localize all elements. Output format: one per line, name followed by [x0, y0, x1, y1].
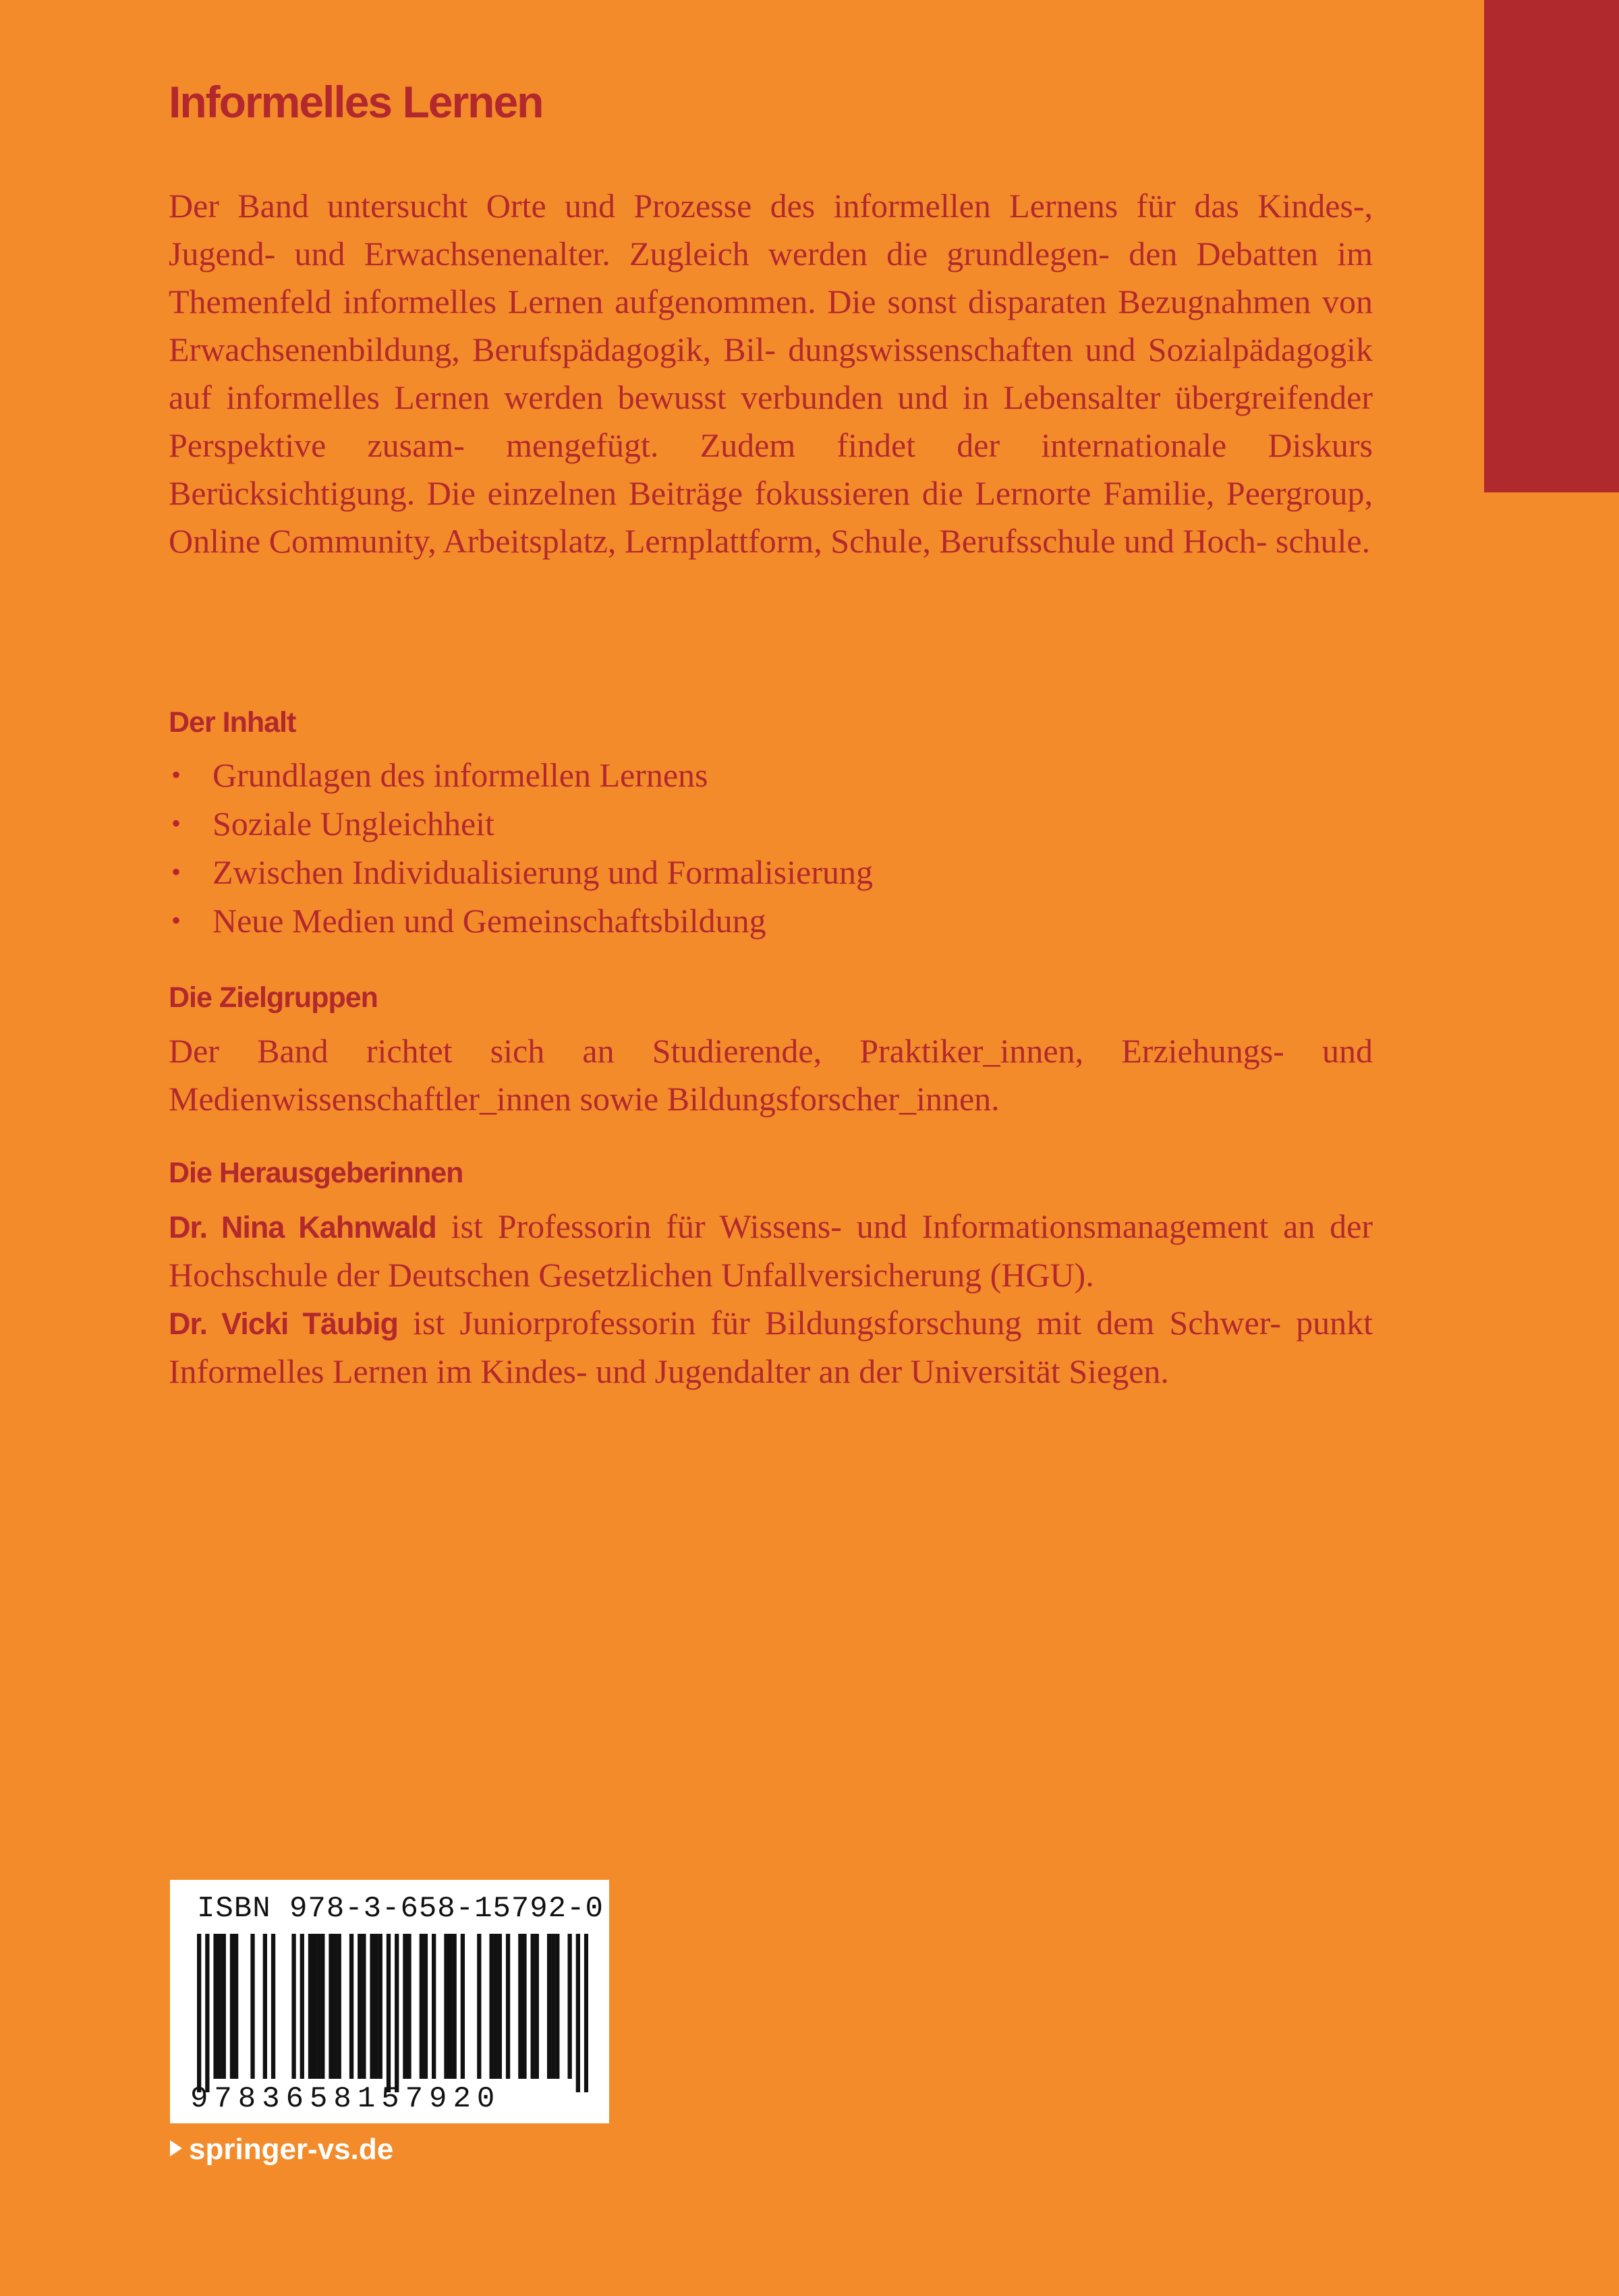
barcode-bar: [444, 1934, 448, 2079]
intro-paragraph: [169, 182, 1373, 565]
list-item-label: Grundlagen des informellen Lernens: [212, 756, 708, 794]
barcode-bar: [197, 1934, 201, 2092]
barcode-bar: [222, 1934, 226, 2079]
barcode-bar: [320, 1934, 324, 2079]
zielgruppen-heading: Die Zielgruppen: [169, 981, 378, 1014]
barcode-bar: [218, 1934, 222, 2079]
list-item: [169, 896, 873, 945]
barcode-bar: [395, 1934, 399, 2092]
publisher-link[interactable]: [170, 2133, 393, 2166]
barcode-bar: [300, 1934, 304, 2079]
barcode-bar: [234, 1934, 238, 2079]
intro-line: dungswissenschaften und Sozialpädagogik auf informelles Lernen werden: [169, 331, 1373, 416]
intro-line: disparaten Bezugnahmen von Erwachsenenbildung, Berufspädagogik, Bil-: [169, 283, 1373, 368]
bullet-icon: •: [171, 808, 181, 838]
intro-line: Kindes-, Jugend- und Erwachsenenalter. Zugleich werden die grundlegen-: [169, 187, 1373, 272]
barcode-bar: [489, 1934, 493, 2079]
barcode-bar: [498, 1934, 502, 2079]
zielgruppen-paragraph: [169, 1027, 1373, 1123]
herausgeberinnen-paragraph: [169, 1203, 1373, 1396]
isbn-barcode: [170, 1880, 609, 2123]
barcode-bar: [387, 1934, 391, 2092]
barcode-bar: [230, 1934, 234, 2079]
barcode-bar: [250, 1934, 254, 2079]
editor-bio: punkt Informelles Lernen im Kindes- und Jugendalter an der Universität: [169, 1304, 1373, 1390]
intro-line: den Debatten im Themenfeld informelles Lernen aufgenommen. Die sonst: [169, 235, 1373, 320]
zielgruppen-line: Medienwissenschaftler_innen sowie Bildungsforscher_innen.: [169, 1080, 1000, 1118]
barcode-bar: [370, 1934, 374, 2079]
barcode-bar: [535, 1934, 539, 2079]
barcode-bar: [494, 1934, 498, 2079]
editor-name: Dr. Vicki Täubig: [169, 1307, 398, 1341]
barcode-bar: [567, 1934, 571, 2079]
bullet-icon: •: [171, 905, 181, 936]
barcode-bar: [522, 1934, 526, 2079]
list-item-label: Soziale Ungleichheit: [212, 805, 494, 842]
barcode-bar: [424, 1934, 428, 2079]
intro-line: mengefügt. Zudem findet der internationale Diskurs Berücksichtigung.: [169, 426, 1373, 512]
barcode-bar: [461, 1934, 465, 2079]
editor-bio: Siegen.: [1069, 1352, 1169, 1390]
intro-line: Der Band untersucht Orte und Prozesse des informellen Lernens für das: [169, 187, 1239, 225]
publisher-label: springer-vs.de: [189, 2133, 394, 2166]
barcode-bar: [432, 1934, 436, 2079]
barcode-bar: [316, 1934, 320, 2079]
barcode-bar: [506, 1934, 510, 2079]
editor-bio: an der Hochschule der Deutschen Gesetzlichen Unfallversicherung (HGU).: [169, 1207, 1373, 1294]
barcode-bar: [448, 1934, 452, 2079]
barcode-bar: [576, 1934, 580, 2092]
barcode-bar: [263, 1934, 267, 2079]
barcode-bar: [547, 1934, 551, 2079]
barcode-bar: [453, 1934, 457, 2079]
barcode-bar: [407, 1934, 411, 2079]
barcode-bar: [378, 1934, 382, 2079]
list-item: [169, 848, 873, 896]
barcode-bar: [271, 1934, 275, 2079]
barcode-bar: [312, 1934, 316, 2079]
list-item: [169, 799, 873, 848]
barcode-bar: [333, 1934, 337, 2079]
barcode-bar: [213, 1934, 217, 2079]
barcode-bar: [362, 1934, 366, 2079]
isbn-label: ISBN 978-3-658-15792-0: [197, 1892, 604, 1926]
intro-line: bewusst verbunden und in Lebensalter übergreifender Perspektive zusam-: [169, 378, 1373, 464]
herausgeberinnen-heading: Die Herausgeberinnen: [169, 1157, 463, 1189]
bullet-icon: •: [171, 857, 181, 887]
zielgruppen-line: Der Band richtet sich an Studierende, Praktiker_innen, Erziehungs- und: [169, 1032, 1373, 1070]
ean-number: 9783658157920: [190, 2082, 501, 2116]
barcode-bar: [205, 1934, 209, 2092]
list-item-label: Neue Medien und Gemeinschaftsbildung: [212, 902, 766, 940]
barcode-bar: [420, 1934, 424, 2079]
barcode-bar: [291, 1934, 295, 2079]
intro-line: schule.: [1275, 522, 1371, 560]
barcode-bar: [551, 1934, 555, 2079]
arrow-right-icon: [170, 2140, 182, 2156]
barcode-bar: [374, 1934, 378, 2079]
barcode-bar: [518, 1934, 522, 2079]
barcode-bar: [555, 1934, 559, 2079]
editor-bio: ist Professorin für Wissens- und Informationsmanagement: [436, 1207, 1269, 1245]
bullet-icon: •: [171, 759, 181, 790]
intro-line: Community, Arbeitsplatz, Lernplattform, Schule, Berufsschule und Hoch-: [268, 522, 1268, 560]
accent-band: [1484, 0, 1619, 492]
barcode-bar: [308, 1934, 312, 2079]
editor-bio: ist Juniorprofessorin für Bildungsforschung mit dem Schwer-: [397, 1304, 1281, 1342]
barcode-bar: [584, 1934, 588, 2092]
barcode-bar: [349, 1934, 353, 2079]
inhalt-list: [169, 751, 873, 945]
inhalt-heading: Der Inhalt: [169, 706, 296, 739]
barcode-bar: [337, 1934, 341, 2079]
list-item-label: Zwischen Individualisierung und Formalisierung: [212, 853, 874, 891]
barcode-bar: [531, 1934, 535, 2079]
barcode-bar: [477, 1934, 481, 2079]
intro-line: Die einzelnen Beiträge fokussieren die Lernorte Familie, Peergroup, Online: [169, 474, 1373, 560]
book-title: Informelles Lernen: [169, 77, 543, 127]
barcode-bars: [197, 1934, 588, 2092]
list-item: [169, 751, 873, 799]
editor-name: Dr. Nina Kahnwald: [169, 1210, 436, 1244]
barcode-bar: [403, 1934, 407, 2079]
barcode-bar: [329, 1934, 333, 2079]
barcode-bar: [358, 1934, 362, 2079]
